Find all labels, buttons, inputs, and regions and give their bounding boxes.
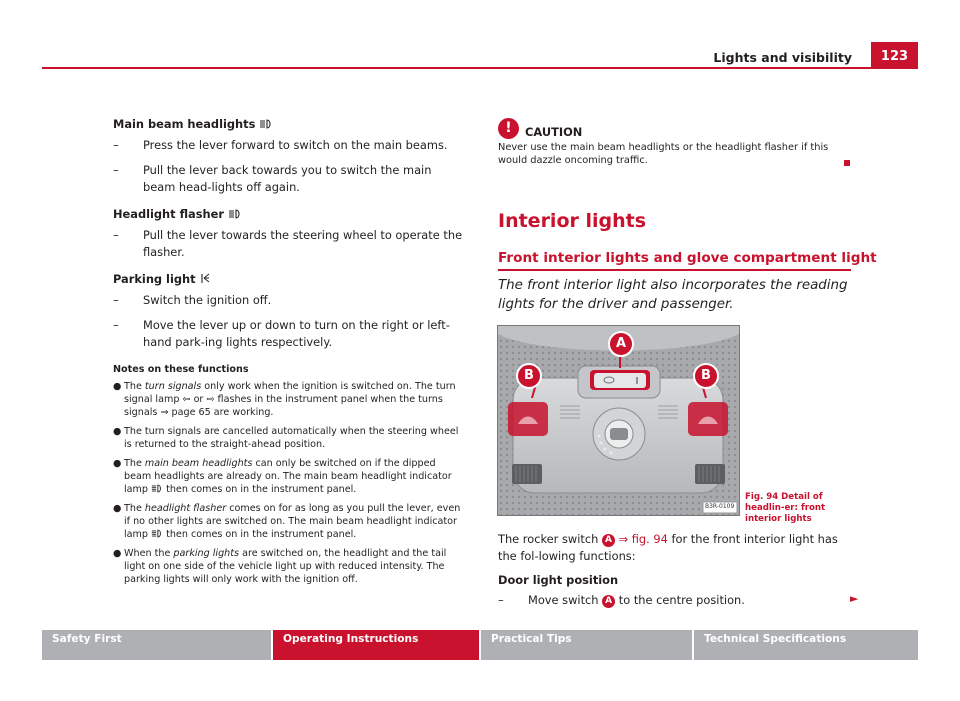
parking-step-1: – Switch the ignition off.: [113, 293, 272, 307]
main-beam-icon: [259, 119, 273, 129]
parking-light-icon: [200, 273, 210, 284]
switch-a-badge: A: [602, 595, 615, 608]
section-end-marker: [844, 160, 850, 166]
figure-reference-link[interactable]: ⇒ fig. 94: [618, 532, 668, 546]
page-reference-link[interactable]: ⇒ page 65: [160, 407, 211, 418]
figure-94: [497, 325, 740, 516]
footer-tab-technical-specifications[interactable]: Technical Specifications: [694, 630, 918, 660]
door-light-heading: Door light position: [498, 573, 619, 587]
continue-arrow-icon: ►: [850, 592, 859, 605]
interior-lights-heading: Interior lights: [498, 210, 647, 232]
figure-label-a: A: [608, 331, 634, 357]
figure-caption: Fig. 94 Detail of headlin-er: front interior lights: [745, 492, 826, 524]
figure-label-b-left: B: [516, 363, 542, 389]
note-item-4: ● The headlight flasher comes on for as long as you pull the lever, even if no other lights are switched on. The main beam headlight indicator lamp then comes on in the instrument panel.: [113, 503, 461, 540]
main-beam-indicator-icon: [151, 484, 163, 493]
caution-title: CAUTION: [525, 125, 583, 139]
figure-code: B3R-0109: [705, 503, 735, 510]
door-light-step: – Move switch A to the centre position.: [498, 593, 745, 607]
header-rule: [42, 67, 918, 69]
main-beam-step-1: – Press the lever forward to switch on the main beams.: [113, 138, 448, 152]
figure-label-b-right: B: [693, 363, 719, 389]
flasher-heading: Headlight flasher: [113, 206, 465, 223]
caution-icon: !: [498, 118, 519, 139]
page-number: 123: [871, 42, 918, 68]
notes-heading: Notes on these functions: [113, 364, 249, 375]
front-interior-heading: Front interior lights and glove compartment light: [498, 250, 877, 266]
switch-a-badge: A: [602, 534, 615, 547]
main-beam-heading: Main beam headlights: [113, 116, 465, 133]
footer-tab-operating-instructions[interactable]: Operating Instructions: [273, 630, 479, 660]
section-title: Lights and visibility: [713, 50, 852, 65]
left-column: [113, 116, 465, 586]
note-item-1: ● The turn signals only work when the ignition is switched on. The turn signal lamp ⇦ or ⇨ flashes in the instrument panel when the turns signals ⇒ page 65 are working.: [113, 381, 456, 418]
flasher-step-1: – Pull the lever towards the steering wheel to operate the flasher.: [113, 228, 463, 259]
note-item-2: ● The turn signals are cancelled automatically when the steering wheel is returned to the straight-ahead position.: [113, 426, 459, 450]
rocker-switch-text: The rocker switch A ⇒ fig. 94 for the front interior light has the fol-lowing functions:: [498, 532, 838, 563]
parking-step-2: – Move the lever up or down to turn on the right or left-hand park-ing lights respectively.: [113, 318, 450, 349]
caution-text: Never use the main beam headlights or the headlight flasher if this would dazzle oncoming traffic.: [498, 142, 829, 166]
parking-heading: Parking light: [113, 271, 465, 288]
footer-tab-practical-tips[interactable]: Practical Tips: [481, 630, 692, 660]
footer-tab-safety-first[interactable]: Safety First: [42, 630, 271, 660]
flasher-icon: [228, 209, 242, 219]
note-item-3: ● The main beam headlights can only be switched on if the dipped beam headlights are already on. The main beam headlight indicator lamp then comes on in the instrument panel.: [113, 458, 452, 495]
note-item-5: ● When the parking lights are switched on, the headlight and the tail light on one side of the vehicle light up with reduced intensity. The parking lights will only work with the ignition off.: [113, 548, 447, 585]
turn-right-icon: ⇨: [206, 394, 215, 405]
main-beam-step-2: – Pull the lever back towards you to switch the main beam head-lights off again.: [113, 163, 432, 194]
main-beam-indicator-icon: [151, 529, 163, 538]
intro-text: The front interior light also incorporates the reading lights for the driver and passenger.: [498, 278, 848, 312]
turn-left-icon: ⇦: [182, 394, 191, 405]
heading-rule: [498, 269, 851, 271]
